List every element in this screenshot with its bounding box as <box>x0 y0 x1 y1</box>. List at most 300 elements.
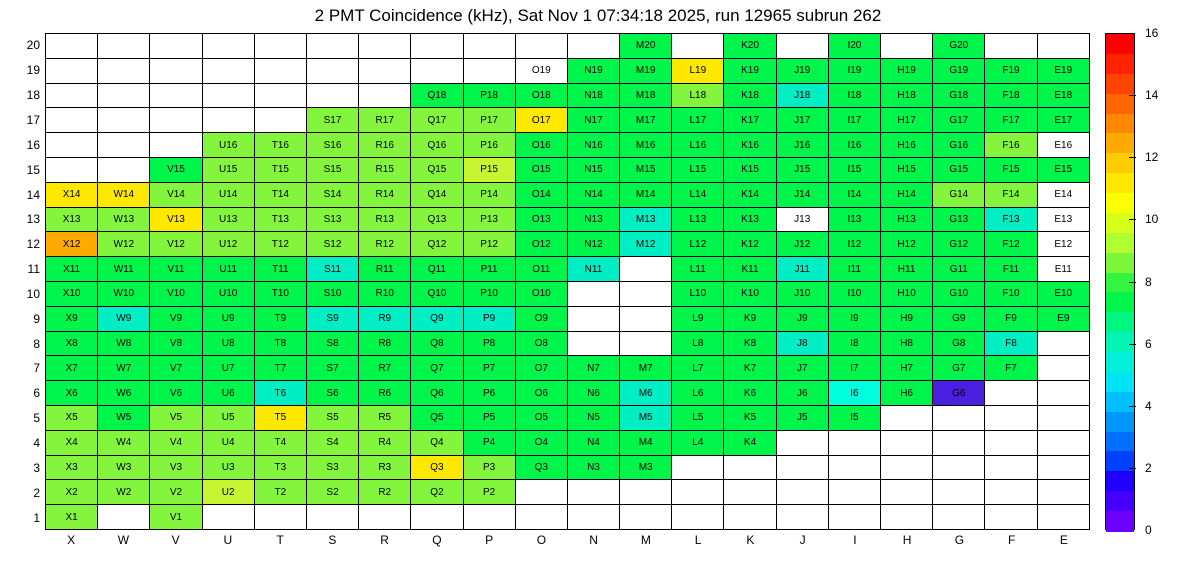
heatmap-cell-M15[interactable]: M15 <box>620 157 672 182</box>
heatmap-cell-J11[interactable]: J11 <box>776 257 828 282</box>
heatmap-cell-N11[interactable]: N11 <box>567 257 619 282</box>
heatmap-cell-P13[interactable]: P13 <box>463 207 515 232</box>
heatmap-cell-V6[interactable]: V6 <box>150 381 202 406</box>
heatmap-cell-W10[interactable]: W10 <box>98 281 150 306</box>
heatmap-cell-P9[interactable]: P9 <box>463 306 515 331</box>
heatmap-cell-U4[interactable]: U4 <box>202 430 254 455</box>
heatmap-cell-X2[interactable]: X2 <box>46 480 98 505</box>
heatmap-cell-O14[interactable]: O14 <box>515 182 567 207</box>
heatmap-cell-T10[interactable]: T10 <box>254 281 306 306</box>
heatmap-cell-O16[interactable]: O16 <box>515 133 567 158</box>
heatmap-cell-K16[interactable]: K16 <box>724 133 776 158</box>
heatmap-cell-Q11[interactable]: Q11 <box>411 257 463 282</box>
heatmap-cell-G16[interactable]: G16 <box>933 133 985 158</box>
heatmap-cell-E13[interactable]: E13 <box>1037 207 1089 232</box>
heatmap-cell-K15[interactable]: K15 <box>724 157 776 182</box>
heatmap-cell-E19[interactable]: E19 <box>1037 58 1089 83</box>
heatmap-cell-Q14[interactable]: Q14 <box>411 182 463 207</box>
heatmap-cell-S6[interactable]: S6 <box>306 381 358 406</box>
heatmap-cell-H6[interactable]: H6 <box>881 381 933 406</box>
heatmap-cell-N3[interactable]: N3 <box>567 455 619 480</box>
heatmap-cell-K11[interactable]: K11 <box>724 257 776 282</box>
heatmap-cell-X7[interactable]: X7 <box>46 356 98 381</box>
heatmap-cell-J12[interactable]: J12 <box>776 232 828 257</box>
heatmap-cell-O19[interactable]: O19 <box>515 58 567 83</box>
heatmap-cell-R13[interactable]: R13 <box>359 207 411 232</box>
heatmap-cell-Q6[interactable]: Q6 <box>411 381 463 406</box>
heatmap-cell-O9[interactable]: O9 <box>515 306 567 331</box>
heatmap-cell-F12[interactable]: F12 <box>985 232 1037 257</box>
heatmap-cell-E18[interactable]: E18 <box>1037 83 1089 108</box>
heatmap-cell-S8[interactable]: S8 <box>306 331 358 356</box>
heatmap-cell-Q18[interactable]: Q18 <box>411 83 463 108</box>
heatmap-cell-H10[interactable]: H10 <box>881 281 933 306</box>
heatmap-cell-R4[interactable]: R4 <box>359 430 411 455</box>
heatmap-cell-I18[interactable]: I18 <box>828 83 880 108</box>
heatmap-cell-S17[interactable]: S17 <box>306 108 358 133</box>
heatmap-cell-X14[interactable]: X14 <box>46 182 98 207</box>
heatmap-cell-N12[interactable]: N12 <box>567 232 619 257</box>
heatmap-cell-R9[interactable]: R9 <box>359 306 411 331</box>
heatmap-cell-Q17[interactable]: Q17 <box>411 108 463 133</box>
heatmap-cell-S10[interactable]: S10 <box>306 281 358 306</box>
heatmap-cell-L7[interactable]: L7 <box>672 356 724 381</box>
heatmap-cell-G8[interactable]: G8 <box>933 331 985 356</box>
heatmap-cell-X8[interactable]: X8 <box>46 331 98 356</box>
heatmap-cell-L11[interactable]: L11 <box>672 257 724 282</box>
heatmap-cell-U5[interactable]: U5 <box>202 405 254 430</box>
heatmap-cell-S13[interactable]: S13 <box>306 207 358 232</box>
heatmap-cell-I11[interactable]: I11 <box>828 257 880 282</box>
heatmap-cell-V10[interactable]: V10 <box>150 281 202 306</box>
heatmap-cell-L19[interactable]: L19 <box>672 58 724 83</box>
heatmap-cell-T11[interactable]: T11 <box>254 257 306 282</box>
heatmap-cell-E10[interactable]: E10 <box>1037 281 1089 306</box>
heatmap-cell-S7[interactable]: S7 <box>306 356 358 381</box>
heatmap-cell-L18[interactable]: L18 <box>672 83 724 108</box>
heatmap-cell-L5[interactable]: L5 <box>672 405 724 430</box>
heatmap-cell-G20[interactable]: G20 <box>933 34 985 59</box>
heatmap-cell-J17[interactable]: J17 <box>776 108 828 133</box>
heatmap-cell-P16[interactable]: P16 <box>463 133 515 158</box>
heatmap-cell-T9[interactable]: T9 <box>254 306 306 331</box>
heatmap-cell-T15[interactable]: T15 <box>254 157 306 182</box>
heatmap-cell-H7[interactable]: H7 <box>881 356 933 381</box>
heatmap-cell-I9[interactable]: I9 <box>828 306 880 331</box>
heatmap-cell-P10[interactable]: P10 <box>463 281 515 306</box>
heatmap-cell-P5[interactable]: P5 <box>463 405 515 430</box>
heatmap-cell-H9[interactable]: H9 <box>881 306 933 331</box>
heatmap-cell-Q2[interactable]: Q2 <box>411 480 463 505</box>
heatmap-cell-K14[interactable]: K14 <box>724 182 776 207</box>
heatmap-cell-P17[interactable]: P17 <box>463 108 515 133</box>
heatmap-cell-Q4[interactable]: Q4 <box>411 430 463 455</box>
heatmap-cell-H19[interactable]: H19 <box>881 58 933 83</box>
heatmap-cell-Q8[interactable]: Q8 <box>411 331 463 356</box>
heatmap-cell-U14[interactable]: U14 <box>202 182 254 207</box>
heatmap-cell-R6[interactable]: R6 <box>359 381 411 406</box>
heatmap-cell-X5[interactable]: X5 <box>46 405 98 430</box>
heatmap-cell-L8[interactable]: L8 <box>672 331 724 356</box>
heatmap-cell-S16[interactable]: S16 <box>306 133 358 158</box>
heatmap-cell-Q16[interactable]: Q16 <box>411 133 463 158</box>
heatmap-cell-S12[interactable]: S12 <box>306 232 358 257</box>
heatmap-cell-M18[interactable]: M18 <box>620 83 672 108</box>
heatmap-cell-W5[interactable]: W5 <box>98 405 150 430</box>
heatmap-cell-G17[interactable]: G17 <box>933 108 985 133</box>
heatmap-cell-M6[interactable]: M6 <box>620 381 672 406</box>
heatmap-cell-I12[interactable]: I12 <box>828 232 880 257</box>
heatmap-cell-F14[interactable]: F14 <box>985 182 1037 207</box>
heatmap-cell-O18[interactable]: O18 <box>515 83 567 108</box>
heatmap-cell-P7[interactable]: P7 <box>463 356 515 381</box>
heatmap-cell-M19[interactable]: M19 <box>620 58 672 83</box>
heatmap-cell-R5[interactable]: R5 <box>359 405 411 430</box>
heatmap-cell-U15[interactable]: U15 <box>202 157 254 182</box>
heatmap-cell-J14[interactable]: J14 <box>776 182 828 207</box>
heatmap-cell-S2[interactable]: S2 <box>306 480 358 505</box>
heatmap-cell-P8[interactable]: P8 <box>463 331 515 356</box>
heatmap-cell-G14[interactable]: G14 <box>933 182 985 207</box>
heatmap-cell-K6[interactable]: K6 <box>724 381 776 406</box>
heatmap-cell-R16[interactable]: R16 <box>359 133 411 158</box>
heatmap-cell-Q5[interactable]: Q5 <box>411 405 463 430</box>
heatmap-cell-L14[interactable]: L14 <box>672 182 724 207</box>
heatmap-cell-E14[interactable]: E14 <box>1037 182 1089 207</box>
heatmap-cell-W7[interactable]: W7 <box>98 356 150 381</box>
heatmap-cell-T12[interactable]: T12 <box>254 232 306 257</box>
heatmap-cell-T2[interactable]: T2 <box>254 480 306 505</box>
heatmap-cell-N18[interactable]: N18 <box>567 83 619 108</box>
heatmap-cell-I15[interactable]: I15 <box>828 157 880 182</box>
heatmap-cell-W13[interactable]: W13 <box>98 207 150 232</box>
heatmap-cell-E17[interactable]: E17 <box>1037 108 1089 133</box>
heatmap-cell-W14[interactable]: W14 <box>98 182 150 207</box>
heatmap-cell-U7[interactable]: U7 <box>202 356 254 381</box>
heatmap-cell-I13[interactable]: I13 <box>828 207 880 232</box>
heatmap-cell-O7[interactable]: O7 <box>515 356 567 381</box>
heatmap-cell-O6[interactable]: O6 <box>515 381 567 406</box>
heatmap-cell-G7[interactable]: G7 <box>933 356 985 381</box>
heatmap-cell-V5[interactable]: V5 <box>150 405 202 430</box>
heatmap-cell-L4[interactable]: L4 <box>672 430 724 455</box>
heatmap-cell-W6[interactable]: W6 <box>98 381 150 406</box>
heatmap-cell-W8[interactable]: W8 <box>98 331 150 356</box>
heatmap-cell-E15[interactable]: E15 <box>1037 157 1089 182</box>
heatmap-cell-F13[interactable]: F13 <box>985 207 1037 232</box>
heatmap-cell-J8[interactable]: J8 <box>776 331 828 356</box>
heatmap-cell-H11[interactable]: H11 <box>881 257 933 282</box>
heatmap-cell-P18[interactable]: P18 <box>463 83 515 108</box>
heatmap-cell-M5[interactable]: M5 <box>620 405 672 430</box>
heatmap-cell-U10[interactable]: U10 <box>202 281 254 306</box>
heatmap-cell-L15[interactable]: L15 <box>672 157 724 182</box>
heatmap-cell-V1[interactable]: V1 <box>150 505 202 530</box>
heatmap-cell-V4[interactable]: V4 <box>150 430 202 455</box>
heatmap-cell-W11[interactable]: W11 <box>98 257 150 282</box>
heatmap-cell-Q12[interactable]: Q12 <box>411 232 463 257</box>
heatmap-cell-V7[interactable]: V7 <box>150 356 202 381</box>
heatmap-cell-R10[interactable]: R10 <box>359 281 411 306</box>
heatmap-cell-X4[interactable]: X4 <box>46 430 98 455</box>
heatmap-cell-U13[interactable]: U13 <box>202 207 254 232</box>
heatmap-cell-X13[interactable]: X13 <box>46 207 98 232</box>
heatmap-cell-O10[interactable]: O10 <box>515 281 567 306</box>
heatmap-cell-R15[interactable]: R15 <box>359 157 411 182</box>
heatmap-cell-T13[interactable]: T13 <box>254 207 306 232</box>
heatmap-cell-F11[interactable]: F11 <box>985 257 1037 282</box>
heatmap-cell-I16[interactable]: I16 <box>828 133 880 158</box>
heatmap-cell-V11[interactable]: V11 <box>150 257 202 282</box>
heatmap-cell-O17[interactable]: O17 <box>515 108 567 133</box>
heatmap-cell-F17[interactable]: F17 <box>985 108 1037 133</box>
heatmap-cell-K9[interactable]: K9 <box>724 306 776 331</box>
heatmap-cell-K12[interactable]: K12 <box>724 232 776 257</box>
heatmap-cell-W3[interactable]: W3 <box>98 455 150 480</box>
heatmap-cell-G6[interactable]: G6 <box>933 381 985 406</box>
heatmap-cell-L10[interactable]: L10 <box>672 281 724 306</box>
heatmap-cell-R11[interactable]: R11 <box>359 257 411 282</box>
heatmap-cell-V13[interactable]: V13 <box>150 207 202 232</box>
heatmap-cell-V15[interactable]: V15 <box>150 157 202 182</box>
heatmap-cell-I8[interactable]: I8 <box>828 331 880 356</box>
heatmap-cell-P11[interactable]: P11 <box>463 257 515 282</box>
heatmap-cell-M16[interactable]: M16 <box>620 133 672 158</box>
heatmap-cell-F7[interactable]: F7 <box>985 356 1037 381</box>
heatmap-cell-S14[interactable]: S14 <box>306 182 358 207</box>
heatmap-cell-R14[interactable]: R14 <box>359 182 411 207</box>
heatmap-cell-K13[interactable]: K13 <box>724 207 776 232</box>
heatmap-cell-F9[interactable]: F9 <box>985 306 1037 331</box>
heatmap-cell-I20[interactable]: I20 <box>828 34 880 59</box>
heatmap-cell-K20[interactable]: K20 <box>724 34 776 59</box>
heatmap-cell-X6[interactable]: X6 <box>46 381 98 406</box>
heatmap-cell-M20[interactable]: M20 <box>620 34 672 59</box>
heatmap-cell-I5[interactable]: I5 <box>828 405 880 430</box>
heatmap-cell-N4[interactable]: N4 <box>567 430 619 455</box>
heatmap-cell-M14[interactable]: M14 <box>620 182 672 207</box>
heatmap-cell-I17[interactable]: I17 <box>828 108 880 133</box>
heatmap-cell-J7[interactable]: J7 <box>776 356 828 381</box>
heatmap-cell-I7[interactable]: I7 <box>828 356 880 381</box>
heatmap-cell-W12[interactable]: W12 <box>98 232 150 257</box>
heatmap-cell-J19[interactable]: J19 <box>776 58 828 83</box>
heatmap-cell-U16[interactable]: U16 <box>202 133 254 158</box>
heatmap-cell-J16[interactable]: J16 <box>776 133 828 158</box>
heatmap-cell-J10[interactable]: J10 <box>776 281 828 306</box>
heatmap-cell-X11[interactable]: X11 <box>46 257 98 282</box>
heatmap-cell-N13[interactable]: N13 <box>567 207 619 232</box>
heatmap-cell-S4[interactable]: S4 <box>306 430 358 455</box>
heatmap-cell-W9[interactable]: W9 <box>98 306 150 331</box>
heatmap-cell-O15[interactable]: O15 <box>515 157 567 182</box>
heatmap-cell-I6[interactable]: I6 <box>828 381 880 406</box>
heatmap-cell-J13[interactable]: J13 <box>776 207 828 232</box>
heatmap-cell-G11[interactable]: G11 <box>933 257 985 282</box>
heatmap-cell-V14[interactable]: V14 <box>150 182 202 207</box>
heatmap-cell-K4[interactable]: K4 <box>724 430 776 455</box>
heatmap-cell-H12[interactable]: H12 <box>881 232 933 257</box>
heatmap-cell-H17[interactable]: H17 <box>881 108 933 133</box>
heatmap-cell-R3[interactable]: R3 <box>359 455 411 480</box>
heatmap-cell-P12[interactable]: P12 <box>463 232 515 257</box>
heatmap-cell-G13[interactable]: G13 <box>933 207 985 232</box>
heatmap-cell-X10[interactable]: X10 <box>46 281 98 306</box>
heatmap-cell-I14[interactable]: I14 <box>828 182 880 207</box>
heatmap-cell-Q3[interactable]: Q3 <box>411 455 463 480</box>
heatmap-cell-O11[interactable]: O11 <box>515 257 567 282</box>
heatmap-cell-R2[interactable]: R2 <box>359 480 411 505</box>
heatmap-cell-L13[interactable]: L13 <box>672 207 724 232</box>
heatmap-cell-U12[interactable]: U12 <box>202 232 254 257</box>
heatmap-cell-N5[interactable]: N5 <box>567 405 619 430</box>
heatmap-cell-H18[interactable]: H18 <box>881 83 933 108</box>
heatmap-cell-T16[interactable]: T16 <box>254 133 306 158</box>
heatmap-cell-L6[interactable]: L6 <box>672 381 724 406</box>
heatmap-cell-G9[interactable]: G9 <box>933 306 985 331</box>
heatmap-cell-S5[interactable]: S5 <box>306 405 358 430</box>
heatmap-cell-P14[interactable]: P14 <box>463 182 515 207</box>
heatmap-cell-X9[interactable]: X9 <box>46 306 98 331</box>
heatmap-cell-H16[interactable]: H16 <box>881 133 933 158</box>
heatmap-cell-U3[interactable]: U3 <box>202 455 254 480</box>
heatmap-cell-V8[interactable]: V8 <box>150 331 202 356</box>
heatmap-cell-Q7[interactable]: Q7 <box>411 356 463 381</box>
heatmap-cell-U11[interactable]: U11 <box>202 257 254 282</box>
heatmap-cell-G10[interactable]: G10 <box>933 281 985 306</box>
heatmap-cell-T6[interactable]: T6 <box>254 381 306 406</box>
heatmap-cell-E11[interactable]: E11 <box>1037 257 1089 282</box>
heatmap-cell-V12[interactable]: V12 <box>150 232 202 257</box>
heatmap-cell-L12[interactable]: L12 <box>672 232 724 257</box>
heatmap-cell-J5[interactable]: J5 <box>776 405 828 430</box>
heatmap-cell-R12[interactable]: R12 <box>359 232 411 257</box>
heatmap-cell-G12[interactable]: G12 <box>933 232 985 257</box>
heatmap-cell-T5[interactable]: T5 <box>254 405 306 430</box>
heatmap-cell-K5[interactable]: K5 <box>724 405 776 430</box>
heatmap-cell-M12[interactable]: M12 <box>620 232 672 257</box>
heatmap-cell-W2[interactable]: W2 <box>98 480 150 505</box>
heatmap-cell-F16[interactable]: F16 <box>985 133 1037 158</box>
heatmap-cell-F15[interactable]: F15 <box>985 157 1037 182</box>
heatmap-cell-E16[interactable]: E16 <box>1037 133 1089 158</box>
heatmap-cell-K8[interactable]: K8 <box>724 331 776 356</box>
heatmap-cell-V3[interactable]: V3 <box>150 455 202 480</box>
heatmap-cell-J18[interactable]: J18 <box>776 83 828 108</box>
heatmap-cell-T3[interactable]: T3 <box>254 455 306 480</box>
heatmap-cell-E9[interactable]: E9 <box>1037 306 1089 331</box>
heatmap-cell-R8[interactable]: R8 <box>359 331 411 356</box>
heatmap-cell-H8[interactable]: H8 <box>881 331 933 356</box>
heatmap-cell-N6[interactable]: N6 <box>567 381 619 406</box>
heatmap-cell-K19[interactable]: K19 <box>724 58 776 83</box>
heatmap-cell-U2[interactable]: U2 <box>202 480 254 505</box>
heatmap-cell-G19[interactable]: G19 <box>933 58 985 83</box>
heatmap-cell-Q10[interactable]: Q10 <box>411 281 463 306</box>
heatmap-cell-S3[interactable]: S3 <box>306 455 358 480</box>
heatmap-cell-I10[interactable]: I10 <box>828 281 880 306</box>
heatmap-cell-J9[interactable]: J9 <box>776 306 828 331</box>
heatmap-cell-O13[interactable]: O13 <box>515 207 567 232</box>
heatmap-cell-S9[interactable]: S9 <box>306 306 358 331</box>
heatmap-cell-V9[interactable]: V9 <box>150 306 202 331</box>
heatmap-cell-R17[interactable]: R17 <box>359 108 411 133</box>
heatmap-cell-M13[interactable]: M13 <box>620 207 672 232</box>
heatmap-cell-L17[interactable]: L17 <box>672 108 724 133</box>
heatmap-cell-Q13[interactable]: Q13 <box>411 207 463 232</box>
heatmap-cell-F10[interactable]: F10 <box>985 281 1037 306</box>
heatmap-cell-T14[interactable]: T14 <box>254 182 306 207</box>
heatmap-cell-X12[interactable]: X12 <box>46 232 98 257</box>
heatmap-cell-F8[interactable]: F8 <box>985 331 1037 356</box>
heatmap-cell-P2[interactable]: P2 <box>463 480 515 505</box>
heatmap-cell-N19[interactable]: N19 <box>567 58 619 83</box>
heatmap-cell-F18[interactable]: F18 <box>985 83 1037 108</box>
heatmap-cell-P4[interactable]: P4 <box>463 430 515 455</box>
heatmap-cell-K17[interactable]: K17 <box>724 108 776 133</box>
heatmap-cell-H14[interactable]: H14 <box>881 182 933 207</box>
heatmap-cell-O5[interactable]: O5 <box>515 405 567 430</box>
heatmap-cell-M17[interactable]: M17 <box>620 108 672 133</box>
heatmap-cell-M3[interactable]: M3 <box>620 455 672 480</box>
heatmap-cell-Q3b[interactable]: Q3 <box>515 455 567 480</box>
heatmap-cell-P3[interactable]: P3 <box>463 455 515 480</box>
heatmap-cell-J15[interactable]: J15 <box>776 157 828 182</box>
heatmap-cell-R7[interactable]: R7 <box>359 356 411 381</box>
heatmap-cell-S15[interactable]: S15 <box>306 157 358 182</box>
heatmap-cell-N17[interactable]: N17 <box>567 108 619 133</box>
heatmap-cell-W4[interactable]: W4 <box>98 430 150 455</box>
heatmap-cell-U8[interactable]: U8 <box>202 331 254 356</box>
heatmap-cell-K7[interactable]: K7 <box>724 356 776 381</box>
heatmap-cell-G15[interactable]: G15 <box>933 157 985 182</box>
heatmap-cell-S11[interactable]: S11 <box>306 257 358 282</box>
heatmap-cell-L16[interactable]: L16 <box>672 133 724 158</box>
heatmap-cell-E12[interactable]: E12 <box>1037 232 1089 257</box>
heatmap-cell-M7[interactable]: M7 <box>620 356 672 381</box>
heatmap-cell-F19[interactable]: F19 <box>985 58 1037 83</box>
heatmap-cell-Q9[interactable]: Q9 <box>411 306 463 331</box>
heatmap-cell-V2[interactable]: V2 <box>150 480 202 505</box>
heatmap-cell-U9[interactable]: U9 <box>202 306 254 331</box>
heatmap-cell-N14[interactable]: N14 <box>567 182 619 207</box>
heatmap-cell-Q15[interactable]: Q15 <box>411 157 463 182</box>
heatmap-cell-L9[interactable]: L9 <box>672 306 724 331</box>
heatmap-cell-G18[interactable]: G18 <box>933 83 985 108</box>
heatmap-cell-H15[interactable]: H15 <box>881 157 933 182</box>
heatmap-cell-H13[interactable]: H13 <box>881 207 933 232</box>
heatmap-cell-N7[interactable]: N7 <box>567 356 619 381</box>
heatmap-cell-J6[interactable]: J6 <box>776 381 828 406</box>
heatmap-cell-I19[interactable]: I19 <box>828 58 880 83</box>
heatmap-cell-T4[interactable]: T4 <box>254 430 306 455</box>
heatmap-cell-K10[interactable]: K10 <box>724 281 776 306</box>
heatmap-cell-O4[interactable]: O4 <box>515 430 567 455</box>
heatmap-cell-K18[interactable]: K18 <box>724 83 776 108</box>
heatmap-cell-X1[interactable]: X1 <box>46 505 98 530</box>
heatmap-cell-O8[interactable]: O8 <box>515 331 567 356</box>
heatmap-cell-P6[interactable]: P6 <box>463 381 515 406</box>
heatmap-cell-X3[interactable]: X3 <box>46 455 98 480</box>
heatmap-cell-N16[interactable]: N16 <box>567 133 619 158</box>
heatmap-cell-U6[interactable]: U6 <box>202 381 254 406</box>
heatmap-cell-O12[interactable]: O12 <box>515 232 567 257</box>
heatmap-cell-T7[interactable]: T7 <box>254 356 306 381</box>
heatmap-cell-M4[interactable]: M4 <box>620 430 672 455</box>
heatmap-cell-P15[interactable]: P15 <box>463 157 515 182</box>
heatmap-cell-T8[interactable]: T8 <box>254 331 306 356</box>
heatmap-cell-N15[interactable]: N15 <box>567 157 619 182</box>
